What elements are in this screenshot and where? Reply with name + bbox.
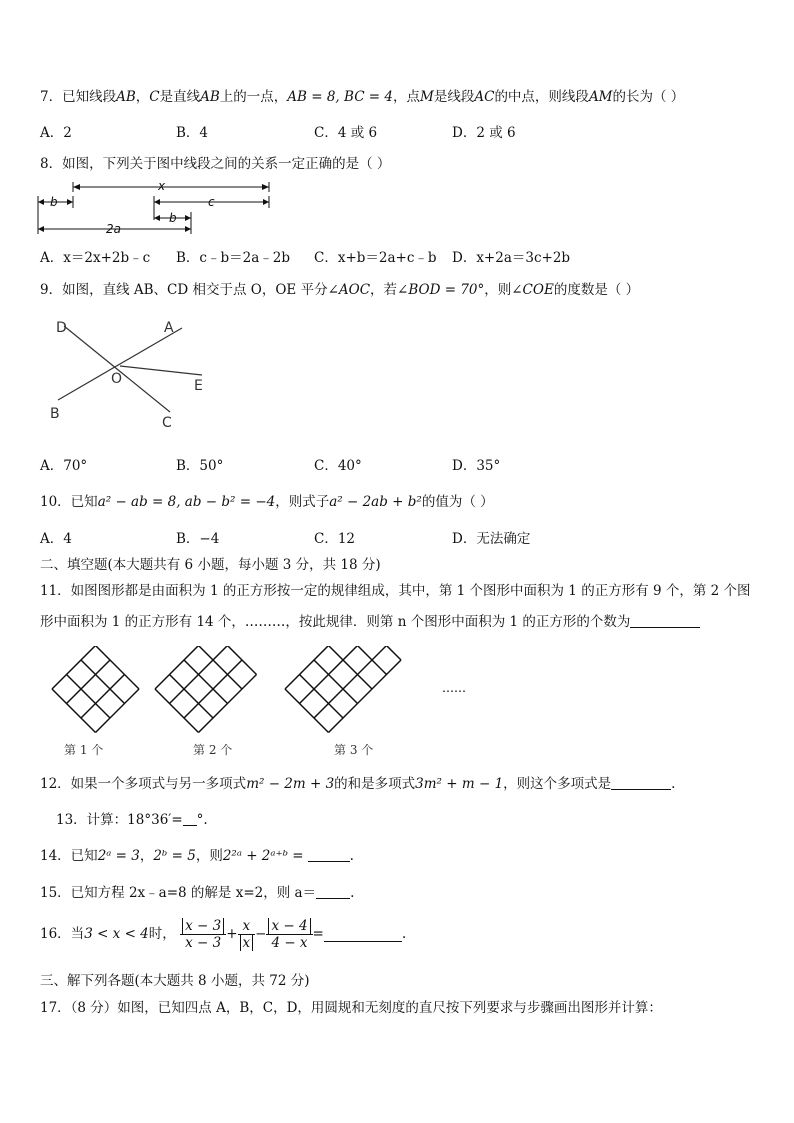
q11-ellipsis-clean: …… (442, 681, 466, 695)
question-12 (40, 775, 675, 793)
question-9 (40, 281, 639, 299)
q9-angle-bod: ∠BOD = 70° (397, 282, 485, 298)
q16-fraction-1 (180, 918, 226, 951)
q9-post: 的度数是（ ） (553, 282, 640, 298)
q7-m: M (420, 89, 434, 105)
q16-end: . (401, 926, 407, 942)
q16-minus: − (255, 926, 267, 942)
q11-answer-blank[interactable] (630, 613, 700, 628)
q11-figure-1 (52, 646, 139, 733)
q7-suffix: 的长为（ ） (612, 89, 685, 105)
q9-angle-coe: ∠COE (511, 282, 554, 298)
q16-fraction-3 (266, 918, 312, 951)
q14-cond-1: 2ᵃ = 3 (97, 848, 140, 864)
q14-pre: 14．已知 (40, 848, 98, 864)
question-11-line1: 11．如图图形都是由面积为 1 的正方形按一定的规律组成，其中，第 1 个图形中面积为 1 的正方形有 9 个，第 2 个图 (40, 583, 751, 599)
q14-expression: 2²ᵃ + 2ᵃ⁺ᵇ = (222, 848, 304, 864)
q7-option-d[interactable]: D．2 或 6 (452, 125, 516, 141)
q7-equation: AB = 8, BC = 4 (287, 89, 394, 105)
q7-mid1: 是直线 (159, 89, 201, 105)
q16-answer-blank[interactable] (324, 927, 402, 942)
q10-mid: ，则式子 (275, 494, 330, 510)
q7-option-c[interactable]: C．4 或 6 (314, 125, 378, 141)
q9-option-a[interactable]: A．70° (40, 458, 88, 474)
q10-pre: 10．已知 (40, 494, 98, 510)
q11-figure-3 (285, 646, 401, 733)
q14-cond-2: 2ᵇ = 5 (153, 848, 196, 864)
question-16 (40, 916, 406, 952)
q9-option-d[interactable]: D．35° (452, 458, 501, 474)
q7-option-b[interactable]: B．4 (176, 125, 209, 141)
q10-option-b[interactable]: B．−4 (176, 531, 220, 547)
q9-label-b: B (50, 406, 60, 422)
q12-end: . (671, 776, 676, 792)
question-10 (40, 493, 494, 511)
q16-pre: 16．当 (40, 926, 85, 942)
q12-poly-2: 3m² + m − 1 (415, 776, 504, 792)
q9-mid: ，若 (370, 282, 398, 298)
q10-post: 的值为（ ） (421, 494, 494, 510)
q12-answer-blank[interactable] (611, 775, 671, 790)
q7-c: C (149, 89, 160, 105)
q9-pre: 9．如图，直线 AB、CD 相交于点 O，OE 平分 (40, 282, 328, 298)
q8-option-b[interactable]: B．c﹣b＝2a﹣2b (176, 250, 290, 266)
q16-den-3: 4 − x (271, 935, 308, 951)
q10-expression: a² − 2ab + b² (329, 494, 422, 510)
section-2-heading: 二、填空题(本大题共有 6 小题，每小题 3 分，共 18 分) (40, 557, 381, 573)
q7-mid3: ，点 (393, 89, 421, 105)
q16-plus: + (226, 926, 238, 942)
q9-angle-aoc: ∠AOC (327, 282, 371, 298)
question-15 (40, 884, 354, 902)
q11-caption-2: 第 2 个 (193, 743, 233, 757)
q9-label-a: A (164, 320, 174, 336)
q15-answer-blank[interactable] (316, 884, 350, 899)
q7-prefix: 7．已知线段 (40, 89, 117, 105)
q8-label-b2: b (169, 211, 177, 225)
q10-option-c[interactable]: C．12 (314, 531, 356, 547)
q14-sep: ， (139, 848, 154, 864)
q9-mid2: ，则 (484, 282, 512, 298)
q9-label-c: C (162, 415, 172, 431)
question-13 (56, 811, 208, 829)
q10-option-d[interactable]: D．无法确定 (452, 531, 531, 547)
q8-label-x: x (158, 179, 166, 193)
q16-eq: = (312, 926, 324, 942)
q7-am: AM (588, 89, 613, 105)
q16-num-2: x (238, 918, 256, 935)
q8-segment-figure (36, 178, 276, 236)
q8-label-2a: 2a (106, 222, 121, 236)
question-17: 17．（8 分）如图，已知四点 A，B，C，D，用圆规和无刻度的直尺按下列要求与步骤画出图形并计算： (40, 1000, 662, 1016)
q7-ab2: AB (200, 89, 220, 105)
q11-caption-1: 第 1 个 (64, 743, 104, 757)
q12-mid: 的和是多项式 (334, 776, 416, 792)
q14-answer-blank[interactable] (308, 847, 350, 862)
q7-option-a[interactable]: A．2 (40, 125, 72, 141)
q10-condition: a² − ab = 8, ab − b² = −4 (97, 494, 276, 510)
q11-figure-2 (155, 646, 257, 733)
question-14 (40, 847, 354, 865)
q8-label-b1: b (50, 195, 58, 209)
q12-pre: 12．如果一个多项式与另一多项式 (40, 776, 247, 792)
q9-option-b[interactable]: B．50° (176, 458, 224, 474)
section-3-heading: 三、解下列各题(本大题共 8 小题，共 72 分) (40, 973, 310, 989)
q8-option-c[interactable]: C．x+b＝2a+c﹣b (314, 250, 437, 266)
question-11-line2 (40, 613, 700, 631)
q7-ab: AB (116, 89, 136, 105)
q11-caption-3: 第 3 个 (334, 743, 374, 757)
q16-den-2: x (240, 935, 254, 951)
q8-label-c: c (208, 195, 215, 209)
q9-label-o: O (111, 371, 123, 387)
q8-option-d[interactable]: D．x+2a＝3c+2b (452, 250, 571, 266)
q16-num-1: x − 3 (182, 918, 224, 934)
q16-den-1: x − 3 (185, 935, 222, 951)
q9-label-d: D (56, 320, 67, 336)
q16-condition: 3 < x < 4 (84, 926, 149, 942)
q9-angle-figure (44, 312, 224, 434)
q7-comma: ， (135, 89, 150, 105)
q15-text: 15．已知方程 2x﹣a=8 的解是 x=2，则 a＝ (40, 885, 317, 901)
q7-mid5: 的中点，则线段 (494, 89, 589, 105)
q11-grids-clean (50, 646, 470, 736)
q14-end: . (349, 848, 354, 864)
q12-post: ，则这个多项式是 (503, 776, 612, 792)
q7-mid4: 是线段 (433, 89, 475, 105)
question-7 (40, 88, 684, 106)
q16-num-3: x − 4 (268, 918, 310, 934)
q16-mid: 时， (148, 926, 176, 942)
q10-option-a[interactable]: A．4 (40, 531, 72, 547)
q11-line2-text: 形中面积为 1 的正方形有 14 个，………，按此规律．则第 n 个图形中面积为 1 的正方形的个数为 (40, 614, 631, 630)
q7-mid2: 上的一点， (219, 89, 288, 105)
q14-mid: ，则 (195, 848, 223, 864)
q13-end: °. (196, 812, 208, 828)
q9-label-e: E (194, 378, 203, 394)
q13-text: 13．计算：18°36′= (56, 812, 183, 828)
q9-option-c[interactable]: C．40° (314, 458, 362, 474)
q13-answer-blank[interactable] (183, 811, 197, 826)
q12-poly-1: m² − 2m + 3 (246, 776, 335, 792)
q16-fraction-2 (238, 918, 256, 951)
question-8: 8．如图，下列关于图中线段之间的关系一定正确的是（ ） (40, 156, 391, 172)
q8-option-a[interactable]: A．x＝2x+2b﹣c (40, 250, 151, 266)
q15-end: . (350, 885, 355, 901)
q7-ac: AC (474, 89, 495, 105)
